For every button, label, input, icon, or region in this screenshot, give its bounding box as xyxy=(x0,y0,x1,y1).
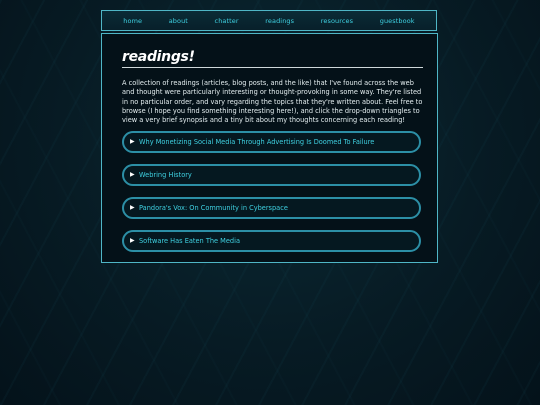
reading-title: Pandora's Vox: On Community in Cyberspace xyxy=(139,204,288,212)
top-nav xyxy=(101,10,437,31)
reading-item[interactable] xyxy=(122,197,421,219)
nav-link-about[interactable]: about xyxy=(168,16,188,25)
triangle-right-icon[interactable]: ▶ xyxy=(130,171,135,178)
nav-link-readings[interactable]: readings xyxy=(265,16,295,25)
triangle-right-icon[interactable]: ▶ xyxy=(130,138,135,145)
page-title: readings! xyxy=(122,48,423,68)
content-panel[interactable] xyxy=(101,33,438,263)
reading-item[interactable] xyxy=(122,164,421,186)
triangle-right-icon[interactable]: ▶ xyxy=(130,204,135,211)
nav-link-chatter[interactable]: chatter xyxy=(214,16,239,25)
reading-title: Software Has Eaten The Media xyxy=(139,237,240,245)
reading-item-partial[interactable] xyxy=(122,262,421,263)
reading-item[interactable] xyxy=(122,131,421,153)
reading-title: Webring History xyxy=(139,171,192,179)
nav-link-resources[interactable]: resources xyxy=(320,16,354,25)
reading-title: Why Monetizing Social Media Through Advertising Is Doomed To Failure xyxy=(139,138,375,146)
nav-link-home[interactable]: home xyxy=(123,16,143,25)
nav-link-guestbook[interactable]: guestbook xyxy=(379,16,415,25)
intro-paragraph: A collection of readings (articles, blog posts, and the like) that I've found across the web and thought were particularly interesting or thought-provoking in some way. They're listed in no particular order, and vary regarding the topics that they're written about. Feel free to browse (I hope you find something interesting here!), and click the drop-down triangles to view a very brief synopsis and a tiny bit about my thoughts concerning each reading! xyxy=(122,79,423,125)
triangle-right-icon[interactable]: ▶ xyxy=(130,237,135,244)
reading-item[interactable] xyxy=(122,230,421,252)
